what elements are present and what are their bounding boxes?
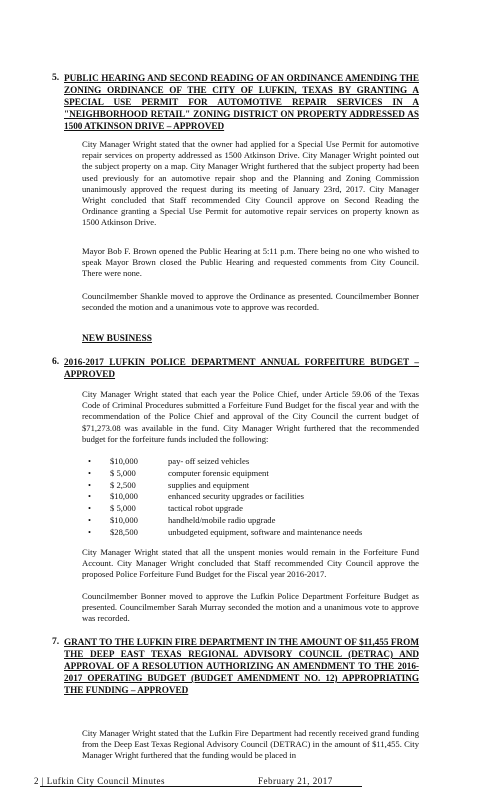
budget-description: enhanced security upgrades or facilities xyxy=(168,491,305,502)
bullet-icon: • xyxy=(88,467,92,478)
bullet-icon: • xyxy=(88,514,92,525)
budget-description: supplies and equipment xyxy=(168,479,250,490)
list-item xyxy=(88,503,408,515)
footer-title: 2 | Lufkin City Council Minutes xyxy=(34,776,166,786)
footer-rule xyxy=(40,786,362,787)
budget-description: unbudgeted equipment, software and maintenance needs xyxy=(168,526,363,537)
budget-amount: $10,000 xyxy=(110,514,138,525)
paragraph: City Manager Wright stated that the owner had applied for a Special Use Permit for automotive repair services on property addressed as 1500 Atkinson Drive. City Manager Wright pointed out the subject property on a map. City Manager Wright furthered that the subject property had been used previously for an automotive repair shop and the Planning and Zoning Commission unanimously approved the request during its meeting of January 23rd, 2017. City Manager Wright concluded that Staff recommended City Council approve on Second Reading the Ordinance granting a Special Use Permit for automotive repair services on property known as 1500 Atkinson Drive. xyxy=(82,139,419,228)
item-heading: 2016-2017 LUFKIN POLICE DEPARTMENT ANNUAL FORFEITURE BUDGET – APPROVED xyxy=(64,357,419,379)
item-number: 6. xyxy=(52,356,60,367)
budget-amount: $ 5,000 xyxy=(110,467,136,478)
list-item xyxy=(88,491,408,503)
item-number: 5. xyxy=(52,72,60,83)
budget-amount: $ 2,500 xyxy=(110,479,136,490)
paragraph: Councilmember Bonner moved to approve the Lufkin Police Department Forfeiture Budget as presented. Councilmember Sarah Murray seconded the motion and a unanimous vote to approve was recorded. xyxy=(82,591,419,624)
list-item xyxy=(88,480,408,492)
list-item xyxy=(88,468,408,480)
bullet-icon: • xyxy=(88,503,92,514)
paragraph: City Manager Wright stated that each year the Police Chief, under Article 59.06 of the Texas Code of Criminal Procedures submitted a Forfeiture Fund Budget for the fiscal year and with the recommendation of the Police Chief and approval of the City Council the current budget of $71,273.08 was available in the fund. City Manager Wright furthered that the recommended budget for the forfeiture funds included the following: xyxy=(82,389,419,444)
budget-description: handheld/mobile radio upgrade xyxy=(168,514,276,525)
bullet-icon: • xyxy=(88,491,92,502)
paragraph: City Manager Wright stated that all the unspent monies would remain in the Forfeiture Fund Account. City Manager Wright concluded that Staff recommended City Council approve the proposed Police Forfeiture Fund Budget for the Fiscal year 2016-2017. xyxy=(82,547,419,580)
list-item xyxy=(88,515,408,527)
paragraph: Mayor Bob F. Brown opened the Public Hearing at 5:11 p.m. There being no one who wished to speak Mayor Brown closed the Public Hearing and requested comments from City Council. There were none. xyxy=(82,246,419,279)
paragraph: Councilmember Shankle moved to approve the Ordinance as presented. Councilmember Bonner seconded the motion and a unanimous vote to approve was recorded. xyxy=(82,291,419,313)
item-number: 7. xyxy=(52,636,60,647)
item-heading: GRANT TO THE LUFKIN FIRE DEPARTMENT IN THE AMOUNT OF $11,455 FROM THE DEEP EAST TEXAS REGIONAL ADVISORY COUNCIL (DETRAC) AND APPROVAL OF A RESOLUTION AUTHORIZING AN AMENDMENT TO THE 2016-2017 OPERATING BUDGET (BUDGET AMENDMENT NO. 12) APPROPRIATING THE FUNDING – APPROVED xyxy=(64,637,419,695)
list-item xyxy=(88,456,408,468)
bullet-icon: • xyxy=(88,456,92,466)
bullet-icon: • xyxy=(88,526,92,537)
budget-amount: $ 5,000 xyxy=(110,503,136,514)
agenda-item-7 xyxy=(52,636,419,696)
page-footer xyxy=(0,776,420,788)
bullet-icon: • xyxy=(88,479,92,490)
new-business-heading: NEW BUSINESS xyxy=(82,334,152,344)
agenda-item-6 xyxy=(52,356,419,380)
list-item xyxy=(88,527,408,539)
agenda-item-5 xyxy=(52,72,419,132)
forfeiture-budget-list xyxy=(88,456,408,539)
budget-amount: $10,000 xyxy=(110,456,138,466)
paragraph: City Manager Wright stated that the Lufkin Fire Department had recently received grand funding from the Deep East Texas Regional Advisory Council (DETRAC) in the amount of $11,455. City Manager Wright furthered that the funding would be placed in xyxy=(82,728,419,761)
budget-amount: $10,000 xyxy=(110,491,138,502)
budget-description: computer forensic equipment xyxy=(168,467,269,478)
budget-amount: $28,500 xyxy=(110,526,138,537)
item-heading: PUBLIC HEARING AND SECOND READING OF AN ORDINANCE AMENDING THE ZONING ORDINANCE OF THE CITY OF LUFKIN, TEXAS BY GRANTING A SPECIAL USE PERMIT FOR AUTOMOTIVE REPAIR SERVICES IN A "NEIGHBORHOOD RETAIL" ZONING DISTRICT ON PROPERTY ADDRESSED AS 1500 ATKINSON DRIVE – APPROVED xyxy=(64,73,419,131)
budget-description: pay- off seized vehicles xyxy=(168,456,250,466)
footer-date: February 21, 2017 xyxy=(258,776,333,786)
budget-description: tactical robot upgrade xyxy=(168,503,243,514)
